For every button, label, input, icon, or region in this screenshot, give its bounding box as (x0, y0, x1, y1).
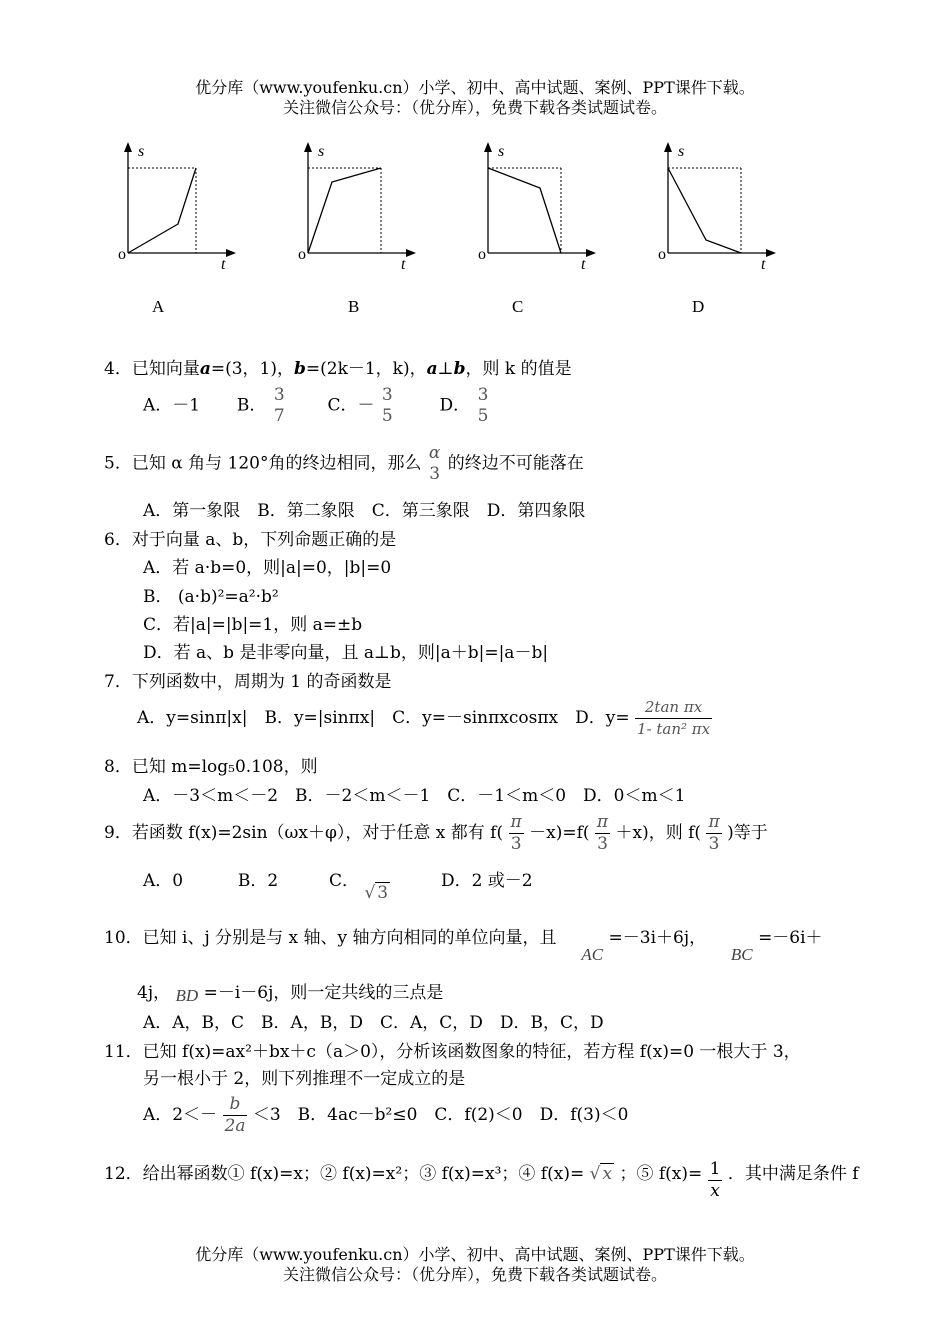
q8-options: A．－3＜m＜－2 B．－2＜m＜－1 C．－1＜m＜0 D．0＜m＜1 (143, 786, 686, 806)
origin-label: o (298, 246, 306, 263)
q6-option-c: C．若|a|=|b|=1，则 a=±b (143, 615, 363, 635)
q6-option-a: A．若 a·b=0，则|a|=0，|b|=0 (143, 558, 392, 578)
q6-option-b: B． (a·b)²=a²·b² (143, 587, 279, 607)
graph-label-d: D (692, 297, 705, 316)
axis-s-label: s (318, 143, 325, 160)
q6-stem: 6．对于向量 a、b，下列命题正确的是 (104, 530, 397, 550)
q9-options: A．0 B．2 C． √ 3 D．2 或－2 (143, 871, 533, 903)
axis-s-label: s (678, 143, 685, 160)
q4-option-d: D． (439, 395, 471, 416)
q8-stem: 8．已知 m=log₅0.108，则 (104, 757, 318, 777)
q4-option-a: A．－1 (143, 395, 201, 416)
graph-b (298, 140, 458, 275)
q6-option-d: D．若 a、b 是非零向量，且 a⊥b，则|a＋b|=|a－b| (143, 643, 549, 663)
graph-label-a: A (152, 297, 165, 316)
q11-stem-line1: 11．已知 f(x)=ax²＋bx＋c（a＞0），分析该函数图象的特征，若方程 f(x)=0 一根大于 3， (104, 1042, 801, 1062)
q9-option-a: A．0 (143, 871, 184, 891)
q11-options: A．2＜－ $\frac{b}{2a}$ ＜3 B．4ac－b²≤0 C．f(2)＜0 D．f(3)＜0 (143, 1094, 629, 1136)
q5-stem: 5．已知 α 角与 120°角的终边相同，那么 α 3 的终边不可能落在 (104, 443, 584, 484)
q10-stem-line2: 4j， BD =－i－6j，则一定共线的三点是 (137, 983, 444, 1005)
q10-stem-line1: 10．已知 i、j 分别是与 x 轴、y 轴方向相同的单位向量，且 AC =－3i＋6j， BC =－6i＋ (104, 928, 823, 964)
q9-option-d: D．2 或－2 (440, 871, 533, 891)
graph-d (658, 140, 818, 275)
footer-line-2: 关注微信公众号：（优分库），免费下载各类试题试卷。 (282, 1265, 667, 1284)
q9-stem: 9．若函数 f(x)=2sin（ωx＋φ），对于任意 x 都有 f( $\frac{\pi}{3}$ －x)=f( $\frac{\pi}{3}$ ＋x)，则 f( $\frac{\pi}{3}$ )等于 (104, 812, 768, 854)
footer-line-1: 优分库（www.youfenku.cn）小学、初中、高中试题、案例、PPT课件下载。 (195, 1245, 755, 1264)
q4-option-b: B． (236, 395, 267, 416)
q7-stem: 7．下列函数中，周期为 1 的奇函数是 (104, 672, 392, 692)
q12-stem: 12．给出幂函数① f(x)=x；② f(x)=x²；③ f(x)=x³；④ f(x)= √ x ；⑤ f(x)= $\frac{1}{x}$ ．其中满足条件 f (104, 1159, 859, 1201)
graph-label-c: C (512, 297, 524, 316)
graph-label-b: B (348, 297, 360, 316)
axis-t-label: t (221, 256, 226, 273)
q4-stem: 4．已知向量a=(3，1)，b=(2k－1，k)，a⊥b，则 k 的值是 (104, 359, 572, 379)
q7-options: A．y=sinπ|x| B．y=|sinπx| C．y=－sinπxcosπx D．y= $\frac{\text{2tan πx}}{\text{1- tan² πx}}$ (137, 698, 711, 738)
q9-option-c: C． (329, 871, 360, 891)
origin-label: o (478, 246, 486, 263)
header-line-2: 关注微信公众号：（优分库），免费下载各类试题试卷。 (282, 98, 667, 117)
axis-s-label: s (138, 143, 145, 160)
origin-label: o (658, 246, 666, 263)
q4-option-c: C．－ (327, 395, 375, 416)
axis-t-label: t (581, 256, 586, 273)
graph-c (478, 140, 638, 275)
q9-option-b: B．2 (237, 871, 279, 891)
origin-label: o (118, 246, 126, 263)
header-line-1: 优分库（www.youfenku.cn）小学、初中、高中试题、案例、PPT课件下载。 (195, 78, 755, 97)
axis-s-label: s (498, 143, 505, 160)
q4-options: A．－1 B． 3 7 C．－ 3 5 D． 3 5 (143, 385, 489, 426)
q10-options: A．A，B，C B．A，B，D C．A，C，D D．B，C，D (143, 1013, 604, 1033)
axis-t-label: t (761, 256, 766, 273)
q5-options: A．第一象限 B．第二象限 C．第三象限 D．第四象限 (143, 501, 586, 521)
graph-a (118, 140, 278, 275)
axis-t-label: t (401, 256, 406, 273)
q11-stem-line2: 另一根小于 2，则下列推理不一定成立的是 (143, 1069, 466, 1089)
